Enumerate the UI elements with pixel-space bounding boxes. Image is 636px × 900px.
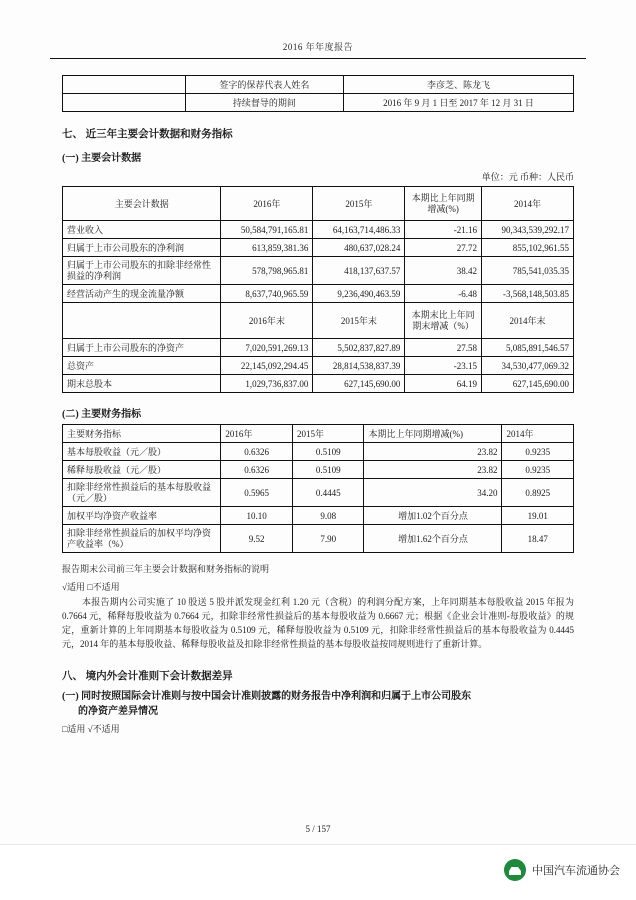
col-header-2015: 2015年 xyxy=(313,187,405,221)
table-subheader-row xyxy=(63,303,574,339)
page-header-title: 2016 年年度报告 xyxy=(282,42,354,52)
cell-2016: 7,020,591,269.13 xyxy=(221,339,313,357)
col-header-2015: 2015年 xyxy=(292,425,364,443)
row-label: 期末总股本 xyxy=(63,375,221,393)
page-number: 5 / 157 xyxy=(305,824,331,834)
cell-2016: 50,584,791,165.81 xyxy=(221,221,313,239)
cell-change: 27.72 xyxy=(405,239,482,257)
cell-2016: 578,798,965.81 xyxy=(221,257,313,285)
cell-change: 38.42 xyxy=(405,257,482,285)
col-subheader-name xyxy=(63,303,221,339)
row-label: 总资产 xyxy=(63,357,221,375)
row-label: 加权平均净资产收益率 xyxy=(63,507,221,525)
cell-2015: 0.5109 xyxy=(292,461,364,479)
table-header-row xyxy=(63,425,574,443)
row-label: 归属于上市公司股东的净资产 xyxy=(63,339,221,357)
sponsor-table xyxy=(62,75,574,112)
cell-change: -23.15 xyxy=(405,357,482,375)
col-header-name: 主要会计数据 xyxy=(63,187,221,221)
cell-2014: 19.01 xyxy=(502,507,574,525)
cell-change: 增加1.62个百分点 xyxy=(364,525,502,553)
cell-2015: 9.08 xyxy=(292,507,364,525)
cell-2015: 418,137,637.57 xyxy=(313,257,405,285)
col-header-2016: 2016年 xyxy=(221,187,313,221)
unit-currency-note: 单位：元 币种：人民币 xyxy=(481,172,574,182)
col-header-2014: 2014年 xyxy=(481,187,573,221)
cell-2016: 8,637,740,965.59 xyxy=(221,285,313,303)
cell-label: 签字的保荐代表人姓名 xyxy=(185,76,343,94)
cell-2015: 5,502,837,827.89 xyxy=(313,339,405,357)
col-header-change: 本期比上年同期增减(%) xyxy=(364,425,502,443)
cell-2016: 0.6326 xyxy=(221,461,293,479)
section-7-title: 七、 近三年主要会计数据和财务指标 xyxy=(62,129,233,140)
notes-applicability: √适用 □不适用 xyxy=(62,581,120,592)
table-row xyxy=(63,375,574,393)
row-label: 经营活动产生的现金流量净额 xyxy=(63,285,221,303)
table-row xyxy=(63,479,574,507)
table-row xyxy=(63,461,574,479)
cell-label: 持续督导的期间 xyxy=(185,94,343,112)
section-8-applicability: □适用 √不适用 xyxy=(62,723,120,734)
cell-blank xyxy=(63,76,186,94)
cell-change: 23.82 xyxy=(364,461,502,479)
section-7-sub2: (二) 主要财务指标 xyxy=(62,409,142,420)
cell-2014: 627,145,690.00 xyxy=(481,375,573,393)
cell-2015: 9,236,490,463.59 xyxy=(313,285,405,303)
cell-2015: 480,637,028.24 xyxy=(313,239,405,257)
table-row xyxy=(63,221,574,239)
cell-2016: 22,145,092,294.45 xyxy=(221,357,313,375)
table-row xyxy=(63,443,574,461)
cell-change: 34.20 xyxy=(364,479,502,507)
col-header-2014: 2014年 xyxy=(502,425,574,443)
col-header-change: 本期比上年同期增减(%) xyxy=(405,187,482,221)
cell-2014: 0.8925 xyxy=(502,479,574,507)
row-label: 基本每股收益（元／股） xyxy=(63,443,221,461)
footer-logo-label: 中国汽车流通协会 xyxy=(532,865,620,877)
cell-2016: 10.10 xyxy=(221,507,293,525)
row-label: 归属于上市公司股东的净利润 xyxy=(63,239,221,257)
cell-2014: -3,568,148,503.85 xyxy=(481,285,573,303)
row-label: 扣除非经常性损益后的加权平均净资产收益率（%） xyxy=(63,525,221,553)
row-label: 稀释每股收益（元／股） xyxy=(63,461,221,479)
table-row xyxy=(63,76,574,94)
cell-2015: 7.90 xyxy=(292,525,364,553)
notes-body: 本报告期内公司实施了 10 股送 5 股并派发现金红利 1.20 元（含税）的利润分配方案，上年同期基本每股收益 2015 年报为 0.7664 元，稀释每股收益为 0.7664 元，扣除非经常性损益后的基本每股收益为 0.6667 元；根据《企业会计准则-每股收益》的规定，重新计算的上年同期基本每股收益为 0.5109 元，稀释每股收益为 0.5109 元，扣除非经常性损益后的基本每股收益为 0.4445 元，2014 年的基本每股收益、稀释每股收益及扣除非经常性损益的基本每股收益按同规则进行了重新计算。 xyxy=(62,596,574,649)
cell-2016: 1,029,736,837.00 xyxy=(221,375,313,393)
col-subheader-change: 本期末比上年同期末增减（%） xyxy=(405,303,482,339)
notes-heading: 报告期末公司前三年主要会计数据和财务指标的说明 xyxy=(62,564,270,574)
cell-change: 27.58 xyxy=(405,339,482,357)
cell-2015: 0.4445 xyxy=(292,479,364,507)
section-8-title: 八、 境内外会计准则下会计数据差异 xyxy=(62,670,233,682)
table-row xyxy=(63,525,574,553)
cell-2016: 0.5965 xyxy=(221,479,293,507)
cell-2016: 0.6326 xyxy=(221,443,293,461)
cell-value: 李彦芝、陈龙飞 xyxy=(344,76,574,94)
cell-2016: 9.52 xyxy=(221,525,293,553)
main-financial-indicator-table xyxy=(62,424,574,553)
cell-change: -6.48 xyxy=(405,285,482,303)
cell-2015: 627,145,690.00 xyxy=(313,375,405,393)
cell-2015: 0.5109 xyxy=(292,443,364,461)
col-subheader-2014: 2014年末 xyxy=(481,303,573,339)
cell-change: 增加1.02个百分点 xyxy=(364,507,502,525)
col-header-name: 主要财务指标 xyxy=(63,425,221,443)
col-subheader-2016: 2016年末 xyxy=(221,303,313,339)
table-header-row xyxy=(63,187,574,221)
page-content xyxy=(0,59,636,735)
row-label: 扣除非经常性损益后的基本每股收益（元／股） xyxy=(63,479,221,507)
cell-2014: 855,102,961.55 xyxy=(481,239,573,257)
section-8-sub1-line2: 的净资产差异情况 xyxy=(78,705,158,717)
section-7-sub1: (一) 主要会计数据 xyxy=(62,153,142,164)
cell-2014: 34,530,477,069.32 xyxy=(481,357,573,375)
cell-2014: 785,541,035.35 xyxy=(481,257,573,285)
section-8-sub1 xyxy=(62,689,574,719)
cell-blank xyxy=(63,94,186,112)
cell-2014: 0.9235 xyxy=(502,443,574,461)
table-row xyxy=(63,357,574,375)
footer-logo[interactable] xyxy=(504,859,620,881)
cell-2015: 64,163,714,486.33 xyxy=(313,221,405,239)
cell-2014: 0.9235 xyxy=(502,461,574,479)
cell-2014: 5,085,891,546.57 xyxy=(481,339,573,357)
cell-change: 23.82 xyxy=(364,443,502,461)
table-row xyxy=(63,239,574,257)
cell-value: 2016 年 9 月 1 日至 2017 年 12 月 31 日 xyxy=(344,94,574,112)
col-header-2016: 2016年 xyxy=(221,425,293,443)
table-row xyxy=(63,94,574,112)
row-label: 营业收入 xyxy=(63,221,221,239)
col-subheader-2015: 2015年末 xyxy=(313,303,405,339)
cell-2014: 18.47 xyxy=(502,525,574,553)
cell-2015: 28,814,538,837.39 xyxy=(313,357,405,375)
cell-2014: 90,343,539,292.17 xyxy=(481,221,573,239)
table-row xyxy=(63,507,574,525)
main-accounting-data-table xyxy=(62,186,574,393)
table-row xyxy=(63,257,574,285)
footer-bar xyxy=(0,844,636,900)
table-row xyxy=(63,285,574,303)
cell-change: -21.16 xyxy=(405,221,482,239)
cell-change: 64.19 xyxy=(405,375,482,393)
table-row xyxy=(63,339,574,357)
cell-2016: 613,859,381.36 xyxy=(221,239,313,257)
row-label: 归属于上市公司股东的扣除非经常性损益的净利润 xyxy=(63,257,221,285)
section-8-sub1-line1: (一) 同时按照国际会计准则与按中国会计准则披露的财务报告中净利润和归属于上市公司股东 xyxy=(62,690,472,702)
car-logo-icon xyxy=(504,859,526,881)
